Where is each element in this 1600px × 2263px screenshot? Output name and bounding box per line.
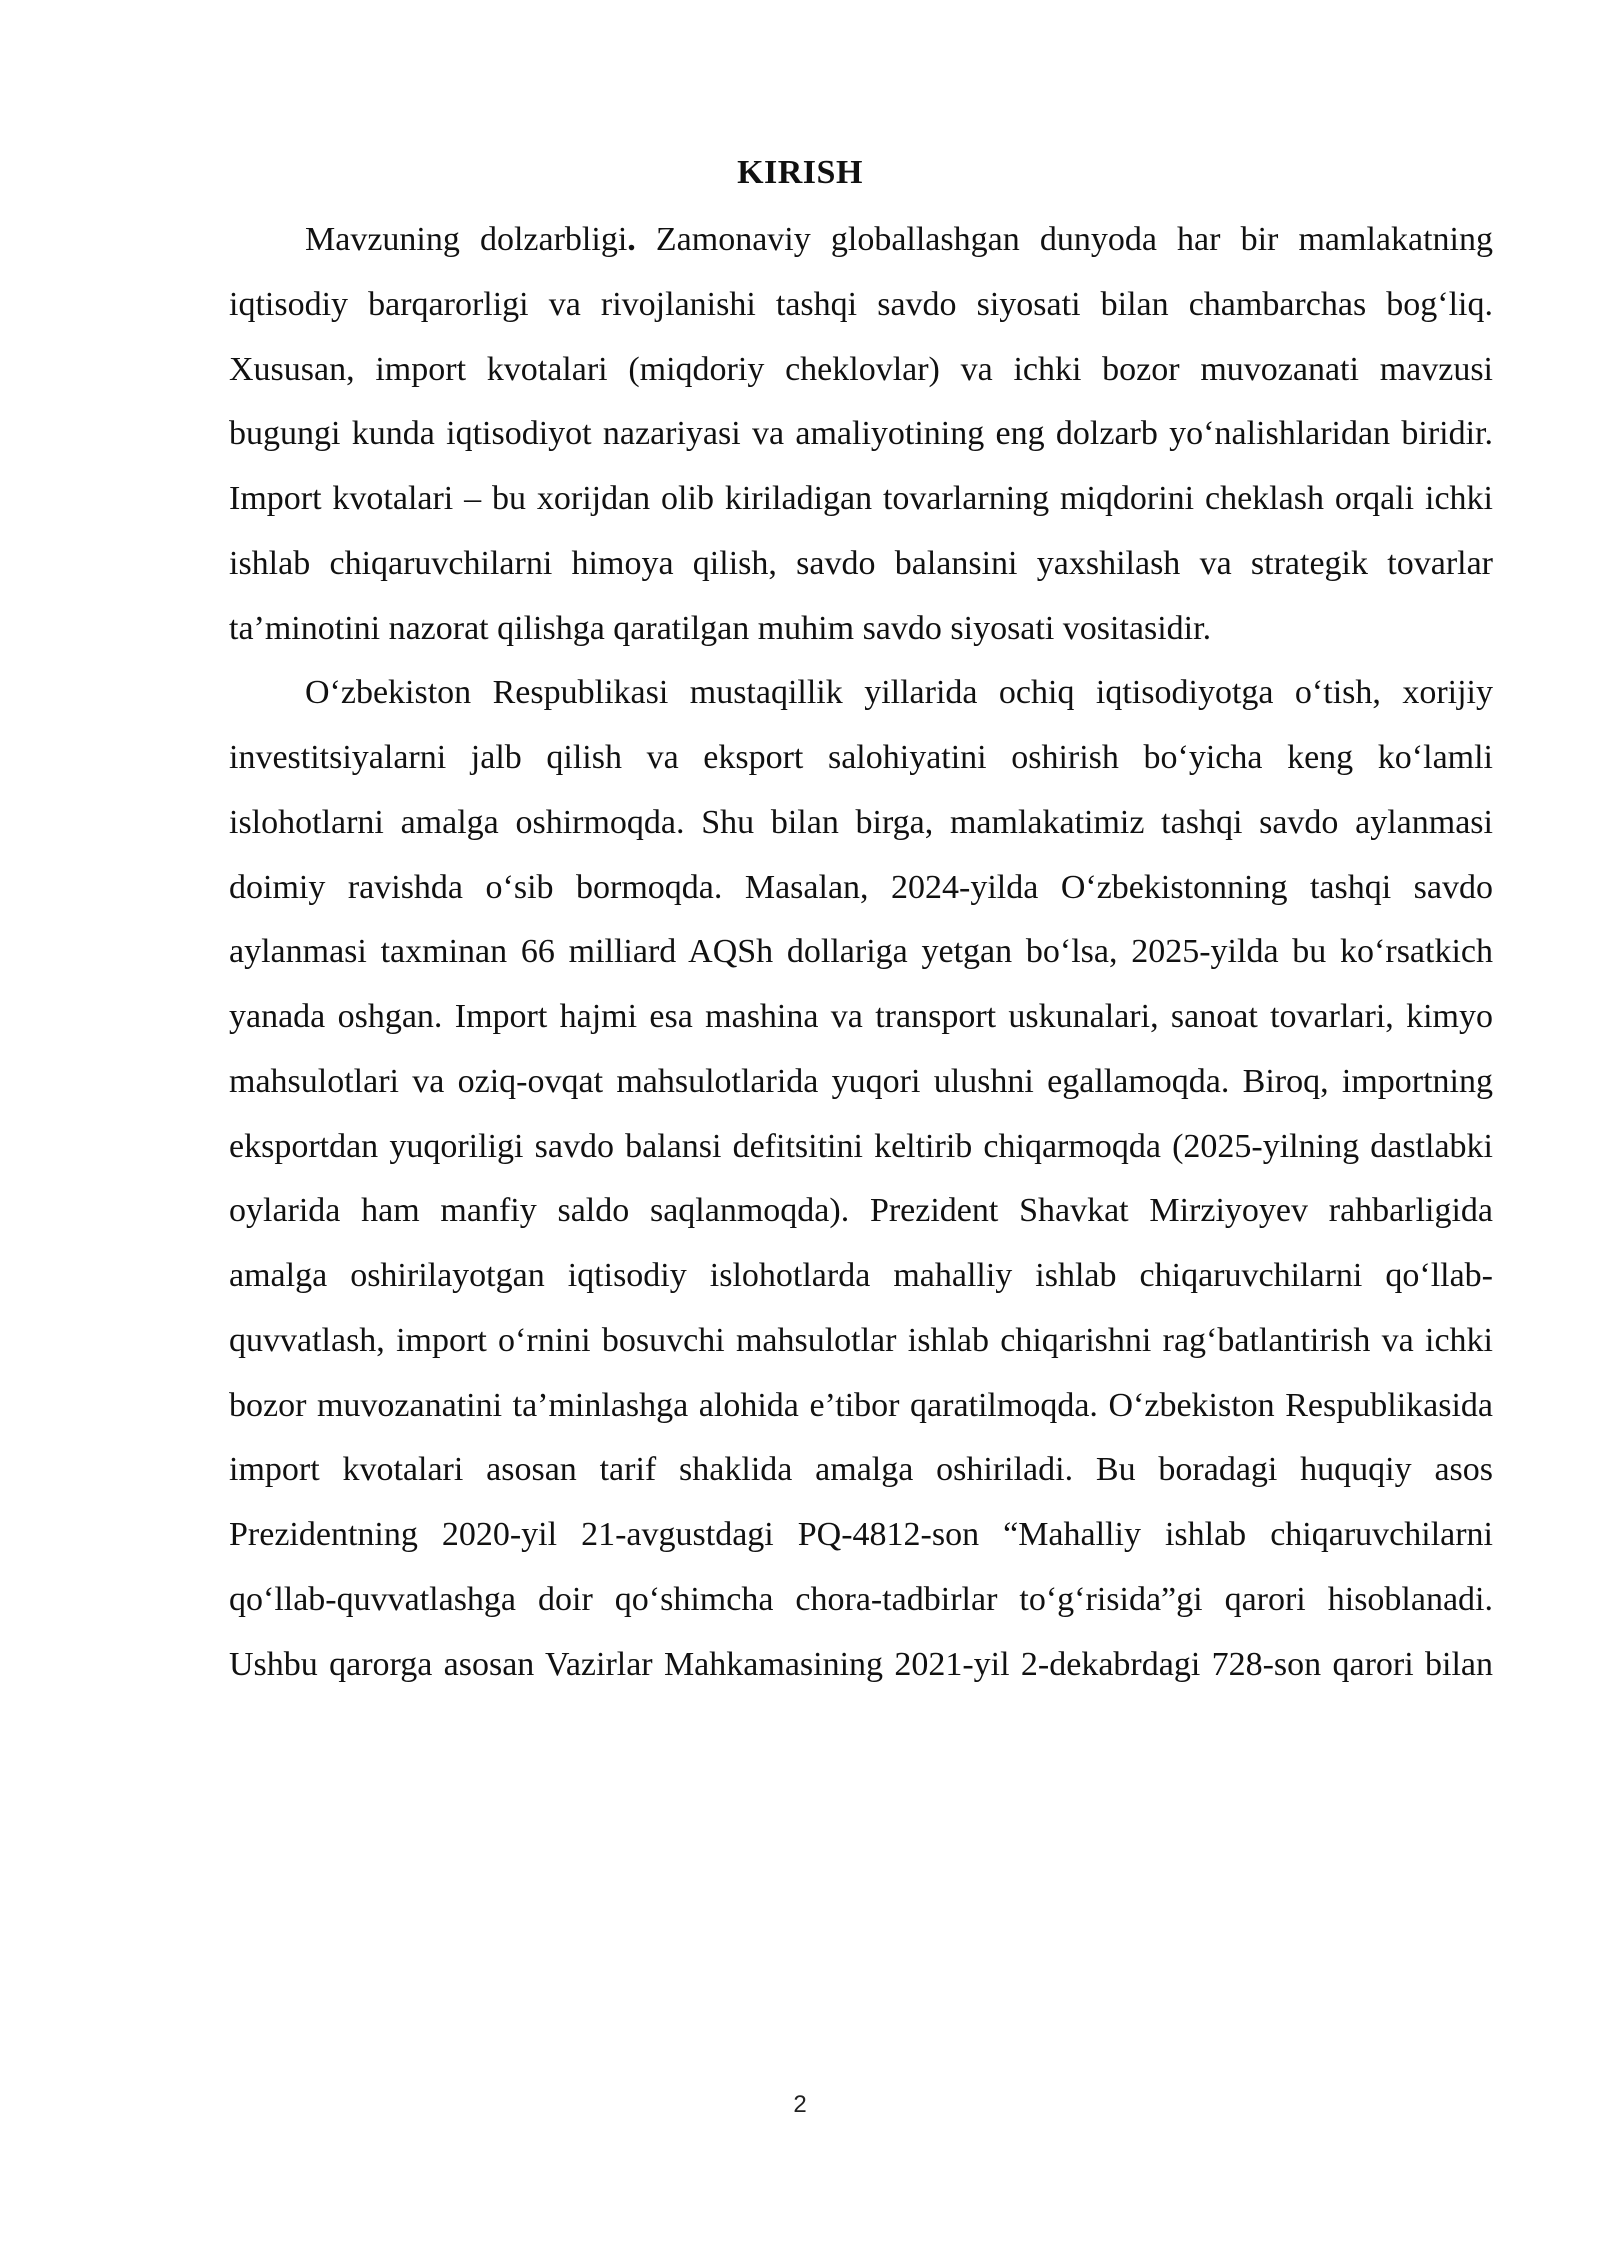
body-text bbox=[229, 208, 1493, 1697]
section-heading: KIRISH bbox=[737, 154, 863, 191]
paragraph-relevance bbox=[229, 208, 1493, 661]
page-number: 2 bbox=[793, 2091, 807, 2118]
paragraph-text: O‘zbekiston Respublikasi mustaqillik yillarida ochiq iqtisodiyotga o‘tish, xorijiy investitsiyalarni jalb qilish va eksport salohiyatini oshirish bo‘yicha keng ko‘lamli islohotlarni amalga oshirmoqda. Shu bilan birga, mamlakatimiz tashqi savdo aylanmasi doimiy ravishda o‘sib bormoqda. Masalan, 2024-yilda O‘zbekistonning tashqi savdo aylanmasi taxminan 66 milliard AQSh dollariga yetgan bo‘lsa, 2025-yilda bu ko‘rsatkich yanada oshgan. Import hajmi esa mashina va transport uskunalari, sanoat tovarlari, kimyo mahsulotlari va oziq-ovqat mahsulotlarida yuqori ulushni egallamoqda. Biroq, importning eksportdan yuqoriligi savdo balansi defitsitini keltirib chiqarmoqda (2025-yilning dastlabki oylarida ham manfiy saldo saqlanmoqda). Prezident Shavkat Mirziyoyev rahbarligida amalga oshirilayotgan iqtisodiy islohotlarda mahalliy ishlab chiqaruvchilarni qo‘llab-quvvatlash, import o‘rnini bosuvchi mahsulotlar ishlab chiqarishni rag‘batlantirish va ichki bozor muvozanatini ta’minlashga alohida e’tibor qaratilmoqda. O‘zbekiston Respublikasida import kvotalari asosan tarif shaklida amalga oshiriladi. Bu boradagi huquqiy asos Prezidentning 2020-yil 21-avgustdagi PQ-4812-son “Mahalliy ishlab chiqaruvchilarni qo‘llab-quvvatlashga doir qo‘shimcha chora-tadbirlar to‘g‘risida”gi qarori hisoblanadi. Ushbu qarorga asosan Vazirlar Mahkamasining 2021-yil 2-dekabrdagi 728-son qarori bilan bbox=[229, 674, 1493, 1683]
lead-term-punct: . bbox=[627, 221, 636, 258]
paragraph-uzbekistan bbox=[229, 661, 1493, 1697]
paragraph-text: Zamonaviy globallashgan dunyoda har bir mamlakatning iqtisodiy barqarorligi va rivojlanishi tashqi savdo siyosati bilan chambarchas bog‘liq. Xususan, import kvotalari (miqdoriy cheklovlar) va ichki bozor muvozanati mavzusi bugungi kunda iqtisodiyot nazariyasi va amaliyotining eng dolzarb yo‘nalishlaridan biridir. Import kvotalari – bu xorijdan olib kiriladigan tovarlarning miqdorini cheklash orqali ichki ishlab chiqaruvchilarni himoya qilish, savdo balansini yaxshilash va strategik tovarlar ta’minotini nazorat qilishga qaratilgan muhim savdo siyosati vositasidir. bbox=[229, 221, 1493, 647]
lead-term bbox=[305, 221, 636, 258]
lead-term-text: Mavzuning dolzarbligi bbox=[305, 221, 628, 258]
